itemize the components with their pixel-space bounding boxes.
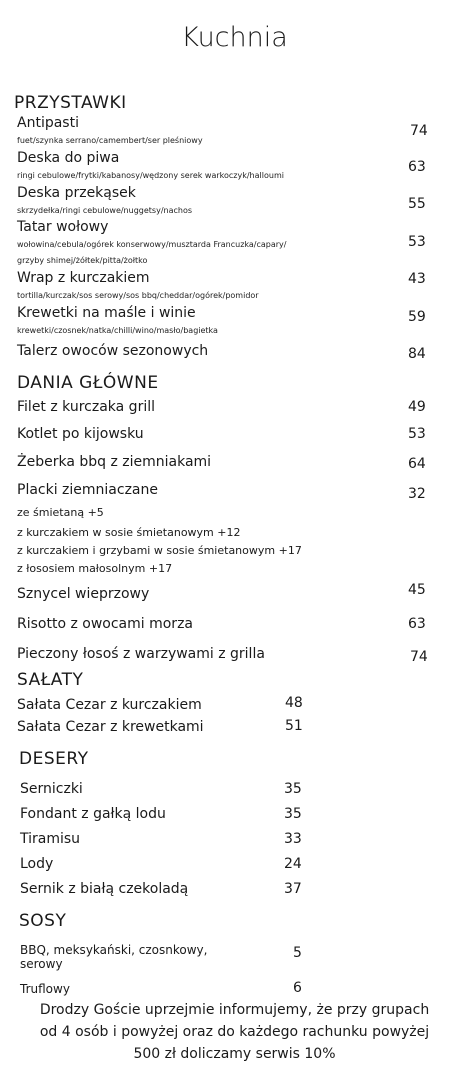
menu-item-desc: fuet/szynka serrano/camembert/ser pleśniowy: [17, 136, 203, 145]
menu-item-name: Wrap z kurczakiem: [17, 270, 150, 286]
menu-item-name: Sałata Cezar z kurczakiem: [17, 697, 202, 713]
menu-item-name: BBQ, meksykański, czosnkowy,: [20, 943, 208, 957]
menu-item-name: Placki ziemniaczane: [17, 482, 158, 498]
menu-item-name: Lody: [20, 856, 54, 872]
menu-item-name: Sernik z białą czekoladą: [20, 881, 189, 897]
menu-item-price: 5: [293, 945, 302, 961]
menu-item-name: Krewetki na maśle i winie: [17, 305, 196, 321]
notice-line-1: Drodzy Goście uprzejmie informujemy, że przy grupach: [39, 1002, 430, 1018]
menu-item-name: Pieczony łosoś z warzywami z grilla: [17, 646, 265, 662]
menu-item-desc: wołowina/cebula/ogórek konserwowy/musztarda Francuzka/capary/: [17, 240, 287, 249]
notice-line-2: od 4 osób i powyżej oraz do każdego rachunku powyżej: [39, 1024, 430, 1040]
menu-item-name: Kotlet po kijowsku: [17, 426, 144, 442]
menu-item-name: Filet z kurczaka grill: [17, 399, 155, 415]
menu-item-price: 74: [410, 649, 428, 665]
menu-item-desc: skrzydełka/ringi cebulowe/nuggetsy/nachos: [17, 206, 193, 215]
menu-item-name: Żeberka bbq z ziemniakami: [17, 454, 212, 470]
section-heading-sosy: SOSY: [19, 911, 67, 931]
menu-item-price: 37: [284, 881, 302, 897]
service-charge-notice: [0, 999, 469, 1065]
menu-item-name: Deska do piwa: [17, 150, 120, 166]
menu-item-price: 59: [408, 309, 426, 325]
menu-item-name: Tatar wołowy: [17, 219, 109, 235]
menu-item-price: 35: [284, 806, 302, 822]
notice-line-3: 500 zł doliczamy serwis 10%: [133, 1046, 336, 1062]
menu-item-price: 63: [408, 159, 426, 175]
menu-item-name: Antipasti: [17, 115, 79, 131]
menu-item-name: Sznycel wieprzowy: [17, 586, 150, 602]
menu-item-price: 55: [408, 196, 426, 212]
menu-item-name: Risotto z owocami morza: [17, 616, 193, 632]
menu-item-price: 74: [410, 123, 428, 139]
placki-option: z kurczakiem i grzybami w sosie śmietanowym +17: [17, 544, 302, 557]
menu-item-name: Sałata Cezar z krewetkami: [17, 719, 204, 735]
menu-item-price: 43: [408, 271, 426, 287]
menu-item-name: Truflowy: [20, 982, 70, 996]
menu-item-name: Talerz owoców sezonowych: [17, 343, 209, 359]
menu-item-price: 32: [408, 486, 426, 502]
menu-item-price: 63: [408, 616, 426, 632]
menu-item-desc: tortilla/kurczak/sos serowy/sos bbq/cheddar/ogórek/pomidor: [17, 291, 259, 300]
menu-item-price: 33: [284, 831, 302, 847]
menu-item-price: 49: [408, 399, 426, 415]
menu-item-name: Tiramisu: [20, 831, 81, 847]
section-heading-dania: DANIA GŁÓWNE: [17, 373, 159, 393]
menu-item-price: 53: [408, 426, 426, 442]
section-heading-salaty: SAŁATY: [17, 670, 84, 690]
menu-item-name: Serniczki: [20, 781, 83, 797]
placki-option: z kurczakiem w sosie śmietanowym +12: [17, 526, 241, 539]
placki-option: ze śmietaną +5: [17, 506, 104, 519]
menu-item-price: 53: [408, 234, 426, 250]
menu-item-name-line2: serowy: [20, 957, 63, 971]
menu-item-desc-line2: grzyby shimej/żółtek/pitta/żołtko: [17, 256, 148, 265]
section-heading-przystawki: PRZYSTAWKI: [14, 93, 127, 113]
menu-item-price: 84: [408, 346, 426, 362]
menu-item-price: 24: [284, 856, 302, 872]
placki-option: z łososiem małosolnym +17: [17, 562, 173, 575]
menu-item-desc: krewetki/czosnek/natka/chilli/wino/masło/bagietka: [17, 326, 218, 335]
menu-item-price: 35: [284, 781, 302, 797]
menu-item-price: 48: [285, 695, 303, 711]
menu-item-name: Deska przekąsek: [17, 185, 136, 201]
page-title: Kuchnia: [181, 22, 288, 53]
menu-item-price: 45: [408, 582, 426, 598]
menu-item-price: 64: [408, 456, 426, 472]
menu-item-desc: ringi cebulowe/frytki/kabanosy/wędzony serek warkoczyk/halloumi: [17, 171, 284, 180]
menu-item-name: Fondant z gałką lodu: [20, 806, 166, 822]
menu-item-price: 6: [293, 980, 302, 996]
menu-item-price: 51: [285, 718, 303, 734]
section-heading-desery: DESERY: [19, 749, 89, 769]
